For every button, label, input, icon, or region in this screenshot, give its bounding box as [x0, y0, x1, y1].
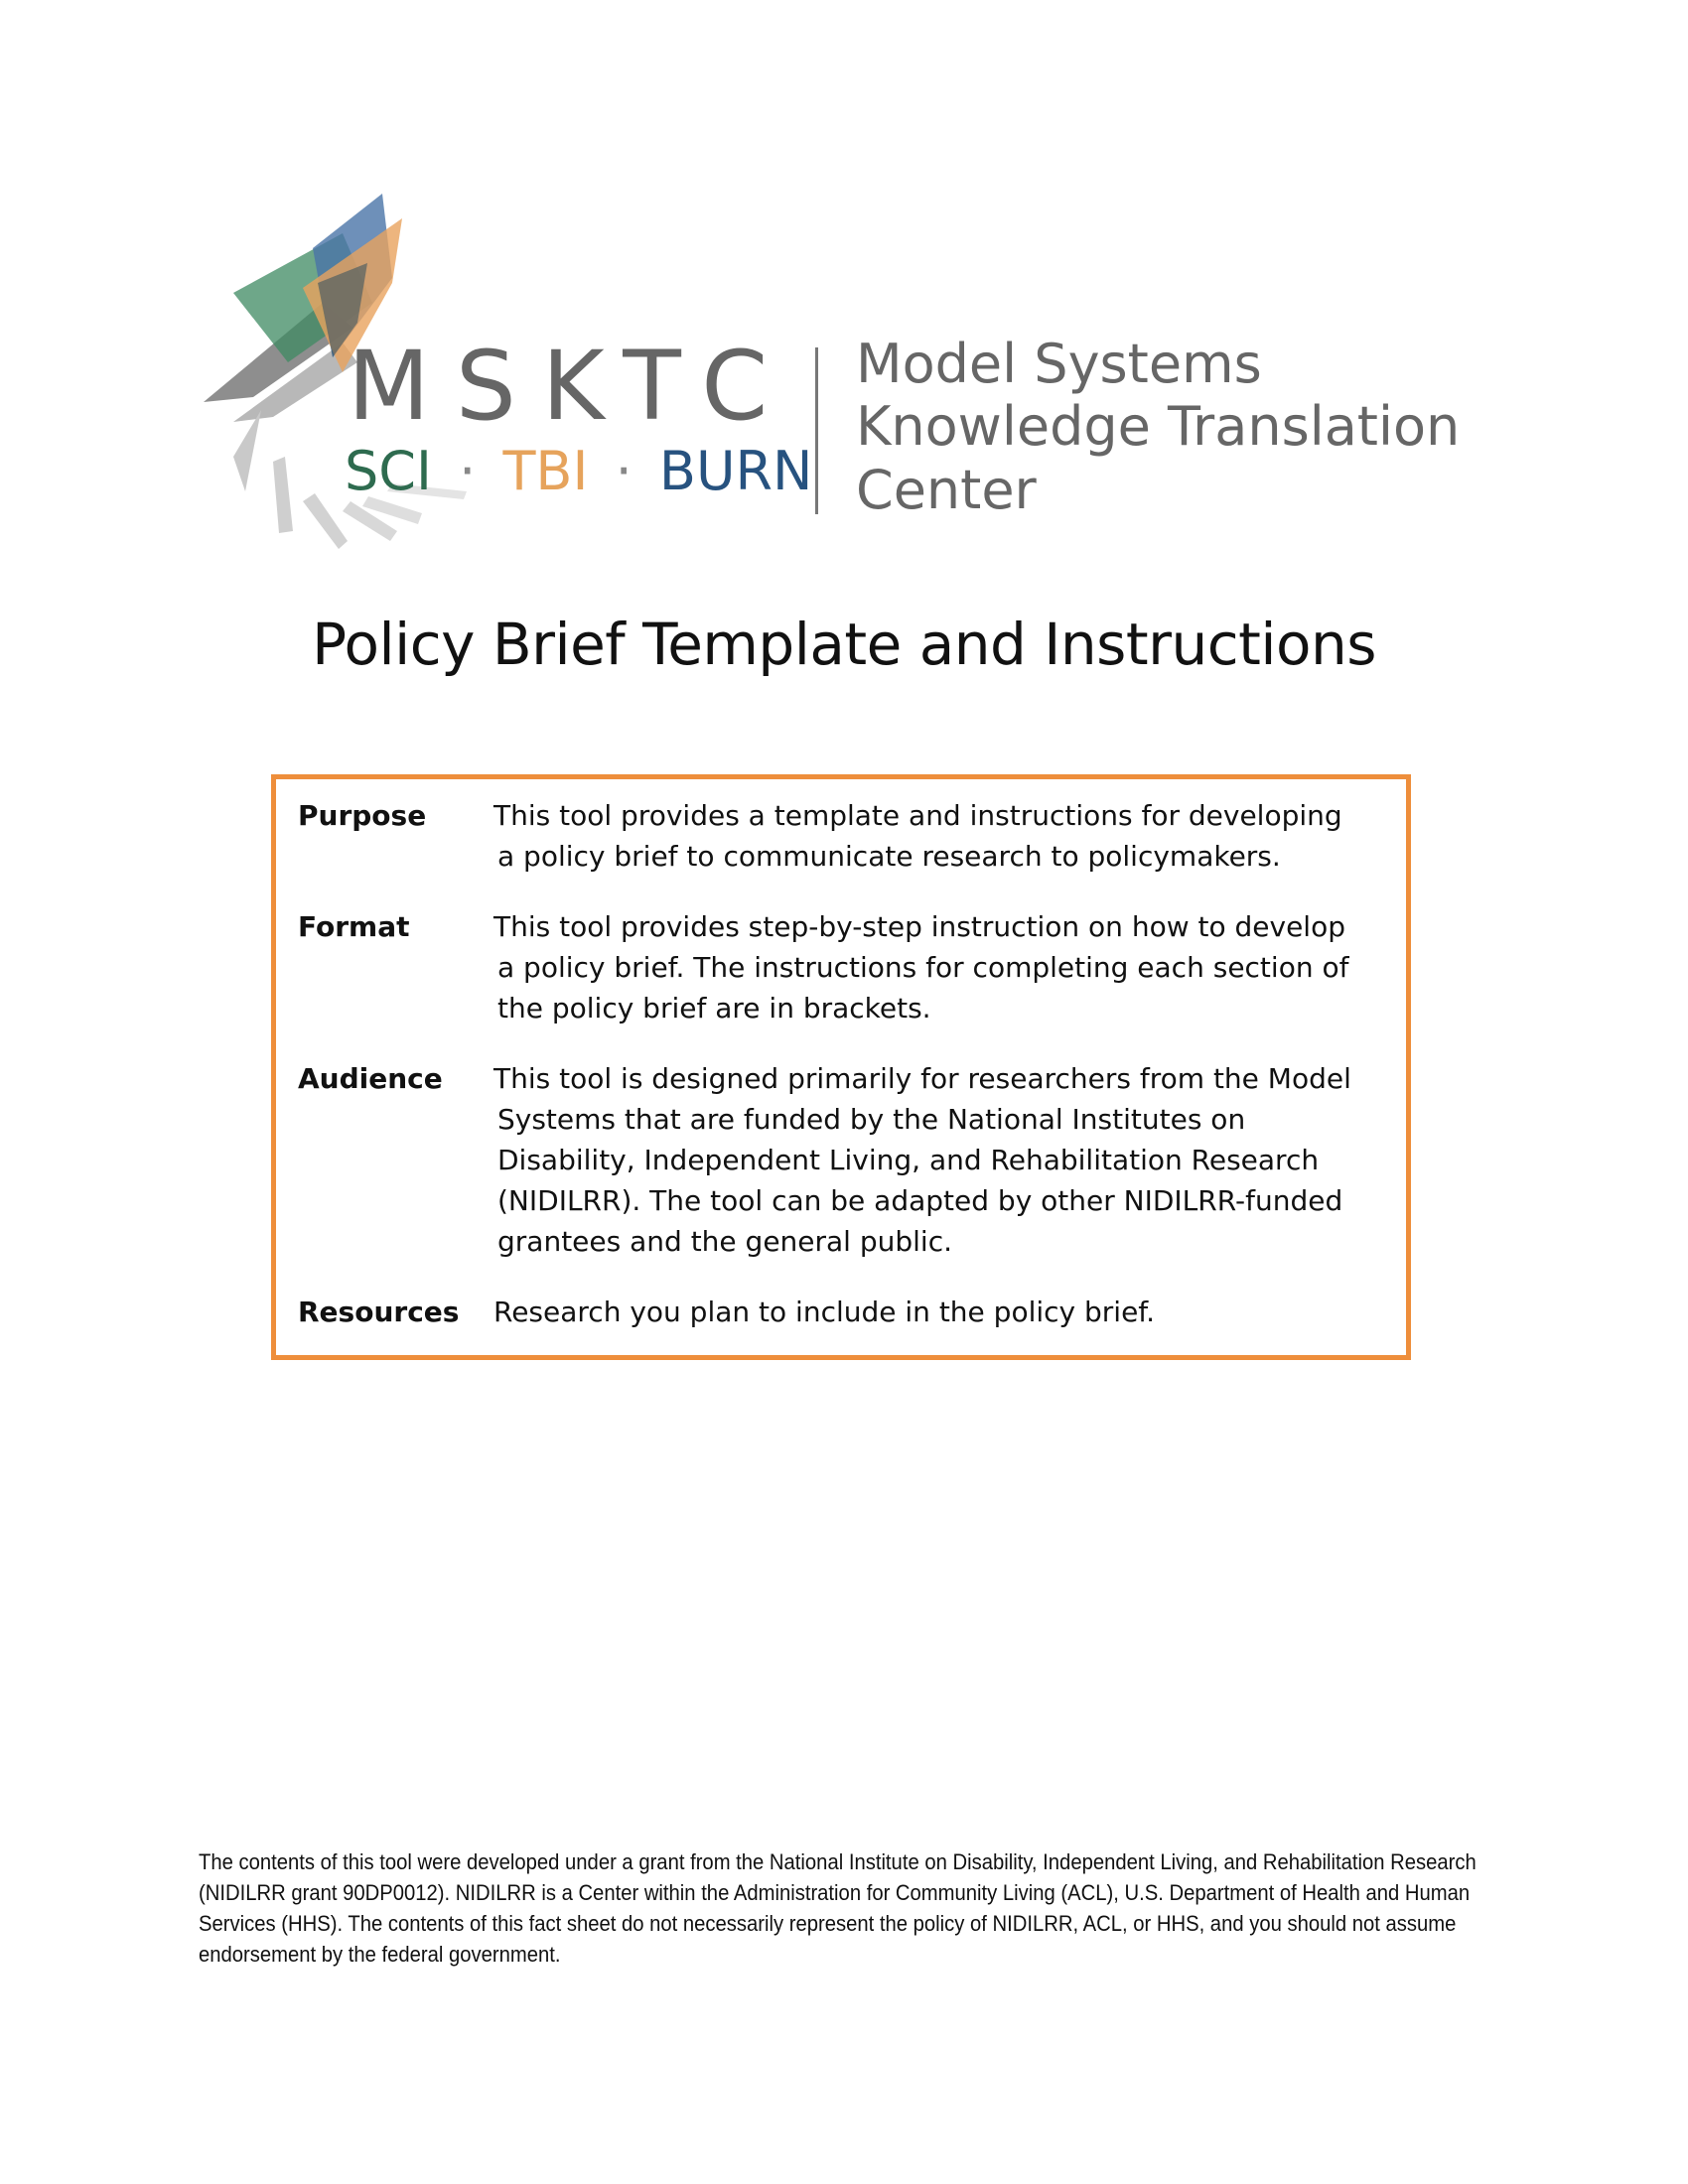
logo-separator-2: ·: [615, 440, 633, 502]
info-row-purpose: [298, 795, 1366, 877]
logo-programs: [345, 440, 812, 502]
msktc-logo: [194, 194, 1504, 571]
logo-divider: [815, 347, 818, 514]
info-row-format: [298, 906, 1366, 1028]
info-text-audience: This tool is designed primarily for researchers from the Model Systems that are funded by the National Institutes on Disability, Independent Living, and Rehabilitation Research (NIDILRR). The tool can be adapted by other NIDILRR-funded grantees and the general public.: [493, 1062, 1351, 1258]
logo-program-burn: BURN: [658, 440, 813, 502]
page-title: Policy Brief Template and Instructions: [312, 611, 1376, 678]
logo-program-tbi: TBI: [502, 440, 589, 502]
logo-name-line-3: Center: [856, 459, 1037, 521]
info-row-resources: [298, 1292, 1366, 1333]
logo-program-sci: SCI: [345, 440, 432, 502]
info-label-resources: Resources: [298, 1296, 460, 1328]
info-text-resources: Research you plan to include in the policy brief.: [493, 1296, 1156, 1328]
info-label-format: Format: [298, 910, 410, 943]
logo-acronym: MSKTC: [348, 331, 794, 442]
info-row-audience: [298, 1058, 1366, 1262]
logo-name-line-1: Model Systems: [856, 333, 1262, 395]
info-text-purpose: This tool provides a template and instructions for developing a policy brief to communicate research to policymakers.: [493, 799, 1342, 873]
info-box: [271, 774, 1411, 1360]
info-label-purpose: Purpose: [298, 799, 427, 832]
logo-separator-1: ·: [459, 440, 477, 502]
funding-disclaimer: The contents of this tool were developed under a grant from the National Institute on Disability, Independent Living, and Rehabilitation Research (NIDILRR grant 90DP0012). NIDILRR is a Center within the Administration for Community Living (ACL), U.S. Department of Health and Human Services (HHS). The contents of this fact sheet do not necessarily represent the policy of NIDILRR, ACL, or HHS, and you should not assume endorsement by the federal government.: [199, 1849, 1477, 1967]
info-text-format: This tool provides step-by-step instruction on how to develop a policy brief. The instructions for completing each section of the policy brief are in brackets.: [493, 910, 1349, 1024]
logo-name-line-2: Knowledge Translation: [856, 395, 1461, 458]
info-label-audience: Audience: [298, 1062, 443, 1095]
